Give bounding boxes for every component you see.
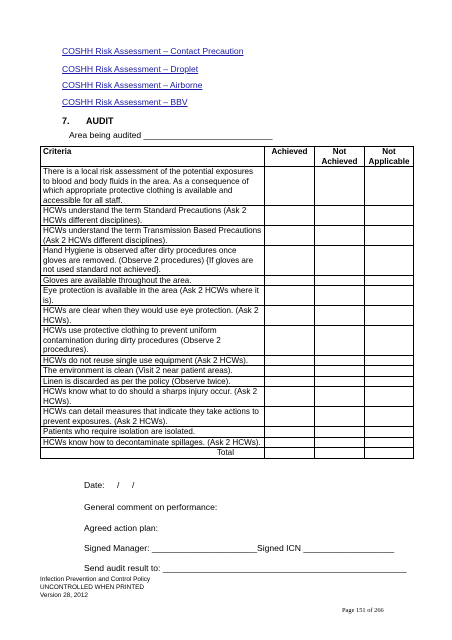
table-row <box>41 167 414 206</box>
not-applicable-cell[interactable] <box>365 437 414 448</box>
footer <box>40 576 150 601</box>
not-achieved-cell[interactable] <box>315 407 365 427</box>
table-row <box>41 226 414 246</box>
header-achieved: Achieved <box>265 147 315 167</box>
header-not-applicable: Not Applicable <box>365 147 414 167</box>
total-label: Total <box>41 448 265 459</box>
not-applicable-cell[interactable] <box>365 306 414 326</box>
criteria-cell: The environment is clean (Visit 2 near patient areas). <box>41 366 265 377</box>
not-applicable-cell[interactable] <box>365 326 414 356</box>
page-number: Page 151 of 266 <box>342 607 384 614</box>
section-number: 7. <box>62 116 70 126</box>
not-applicable-cell[interactable] <box>365 366 414 377</box>
table-row <box>41 387 414 407</box>
agreed-action-label: Agreed action plan: <box>84 523 159 533</box>
achieved-cell[interactable] <box>265 275 315 286</box>
not-applicable-cell[interactable] <box>365 286 414 306</box>
not-applicable-cell[interactable] <box>365 376 414 387</box>
not-applicable-cell[interactable] <box>365 387 414 407</box>
not-applicable-cell[interactable] <box>365 427 414 438</box>
achieved-cell[interactable] <box>265 366 315 377</box>
table-row <box>41 366 414 377</box>
not-achieved-cell[interactable] <box>315 427 365 438</box>
not-applicable-cell[interactable] <box>365 206 414 226</box>
total-achieved-cell[interactable] <box>265 448 315 459</box>
not-achieved-cell[interactable] <box>315 306 365 326</box>
achieved-cell[interactable] <box>265 286 315 306</box>
criteria-cell: HCWs are clear when they would use eye protection. (Ask 2 HCWs). <box>41 306 265 326</box>
achieved-cell[interactable] <box>265 206 315 226</box>
section-title: AUDIT <box>86 116 114 126</box>
table-row <box>41 306 414 326</box>
achieved-cell[interactable] <box>265 376 315 387</box>
send-audit-line: Send audit result to: ___________________________________________________ <box>84 563 407 573</box>
not-achieved-cell[interactable] <box>315 226 365 246</box>
footer-line-1: Infection Prevention and Control Policy <box>40 576 151 583</box>
table-row <box>41 275 414 286</box>
achieved-cell[interactable] <box>265 306 315 326</box>
footer-line-2: UNCONTROLLED WHEN PRINTED <box>40 584 145 592</box>
date-separator-2: / <box>132 480 135 490</box>
criteria-cell: Gloves are available throughout the area. <box>41 275 265 286</box>
not-achieved-cell[interactable] <box>315 206 365 226</box>
table-row <box>41 427 414 438</box>
header-criteria: Criteria <box>41 147 265 167</box>
table-row <box>41 437 414 448</box>
not-achieved-cell[interactable] <box>315 246 365 276</box>
total-row <box>41 448 414 459</box>
table-row <box>41 326 414 356</box>
criteria-cell: Patients who require isolation are isolated. <box>41 427 265 438</box>
not-applicable-cell[interactable] <box>365 355 414 366</box>
criteria-cell: HCWs do not reuse single use equipment (Ask 2 HCWs). <box>41 355 265 366</box>
not-achieved-cell[interactable] <box>315 355 365 366</box>
date-separator-1: / <box>117 480 120 490</box>
not-achieved-cell[interactable] <box>315 167 365 206</box>
not-achieved-cell[interactable] <box>315 387 365 407</box>
header-not-achieved: Not Achieved <box>315 147 365 167</box>
not-achieved-cell[interactable] <box>315 366 365 377</box>
table-row <box>41 206 414 226</box>
footer-line-3: Version 28, 2012 <box>40 592 88 600</box>
not-applicable-cell[interactable] <box>365 167 414 206</box>
criteria-cell: Eye protection is available in the area (Ask 2 HCWs where it is). <box>41 286 265 306</box>
date-label: Date: <box>84 480 105 490</box>
achieved-cell[interactable] <box>265 246 315 276</box>
not-achieved-cell[interactable] <box>315 275 365 286</box>
total-not-applicable-cell[interactable] <box>365 448 414 459</box>
not-achieved-cell[interactable] <box>315 437 365 448</box>
table-row <box>41 286 414 306</box>
not-applicable-cell[interactable] <box>365 275 414 286</box>
signature-line: Signed Manager: ______________________Signed ICN ___________________ <box>84 543 395 553</box>
table-row <box>41 407 414 427</box>
criteria-cell: There is a local risk assessment of the potential exposures to blood and body fluids in the area. As a consequence of which appropriate protective clothing is available and accessible for all staff. <box>41 167 265 206</box>
not-achieved-cell[interactable] <box>315 286 365 306</box>
criteria-cell: HCWs know what to do should a sharps injury occur. (Ask 2 HCWs). <box>41 387 265 407</box>
link-coshh-contact[interactable]: COSHH Risk Assessment – Contact Precaution <box>62 46 244 56</box>
criteria-cell: HCWs know how to decontaminate spillages. (Ask 2 HCWs). <box>41 437 265 448</box>
achieved-cell[interactable] <box>265 326 315 356</box>
audit-table <box>40 146 414 459</box>
criteria-cell: HCWs understand the term Transmission Based Precautions (Ask 2 HCWs different disciplines). <box>41 226 265 246</box>
table-row <box>41 376 414 387</box>
not-applicable-cell[interactable] <box>365 246 414 276</box>
criteria-cell: Hand Hygiene is observed after dirty procedures once gloves are removed. (Observe 2 procedures) {If gloves are not used standard not achieved}. <box>41 246 265 276</box>
not-achieved-cell[interactable] <box>315 376 365 387</box>
achieved-cell[interactable] <box>265 427 315 438</box>
criteria-cell: HCWs use protective clothing to prevent uniform contamination during dirty procedures (Observe 2 procedures). <box>41 326 265 356</box>
criteria-cell: HCWs understand the term Standard Precautions (Ask 2 HCWs different disciplines). <box>41 206 265 226</box>
general-comment-label: General comment on performance: <box>84 502 218 512</box>
area-audited-line: Area being audited ___________________________ <box>69 130 273 140</box>
achieved-cell[interactable] <box>265 387 315 407</box>
link-coshh-bbv[interactable]: COSHH Risk Assessment – BBV <box>62 97 188 107</box>
not-applicable-cell[interactable] <box>365 226 414 246</box>
achieved-cell[interactable] <box>265 355 315 366</box>
achieved-cell[interactable] <box>265 407 315 427</box>
criteria-cell: HCWs can detail measures that indicate they take actions to prevent exposures. (Ask 2 HCWs). <box>41 407 265 427</box>
table-row <box>41 355 414 366</box>
achieved-cell[interactable] <box>265 226 315 246</box>
total-not-achieved-cell[interactable] <box>315 448 365 459</box>
link-coshh-droplet[interactable]: COSHH Risk Assessment – Droplet <box>62 64 199 74</box>
criteria-cell: Linen is discarded as per the policy (Observe twice). <box>41 376 265 387</box>
not-achieved-cell[interactable] <box>315 326 365 356</box>
achieved-cell[interactable] <box>265 437 315 448</box>
achieved-cell[interactable] <box>265 167 315 206</box>
table-row <box>41 246 414 276</box>
audit-table-header <box>41 147 414 167</box>
link-coshh-airborne[interactable]: COSHH Risk Assessment – Airborne <box>62 80 203 90</box>
not-applicable-cell[interactable] <box>365 407 414 427</box>
